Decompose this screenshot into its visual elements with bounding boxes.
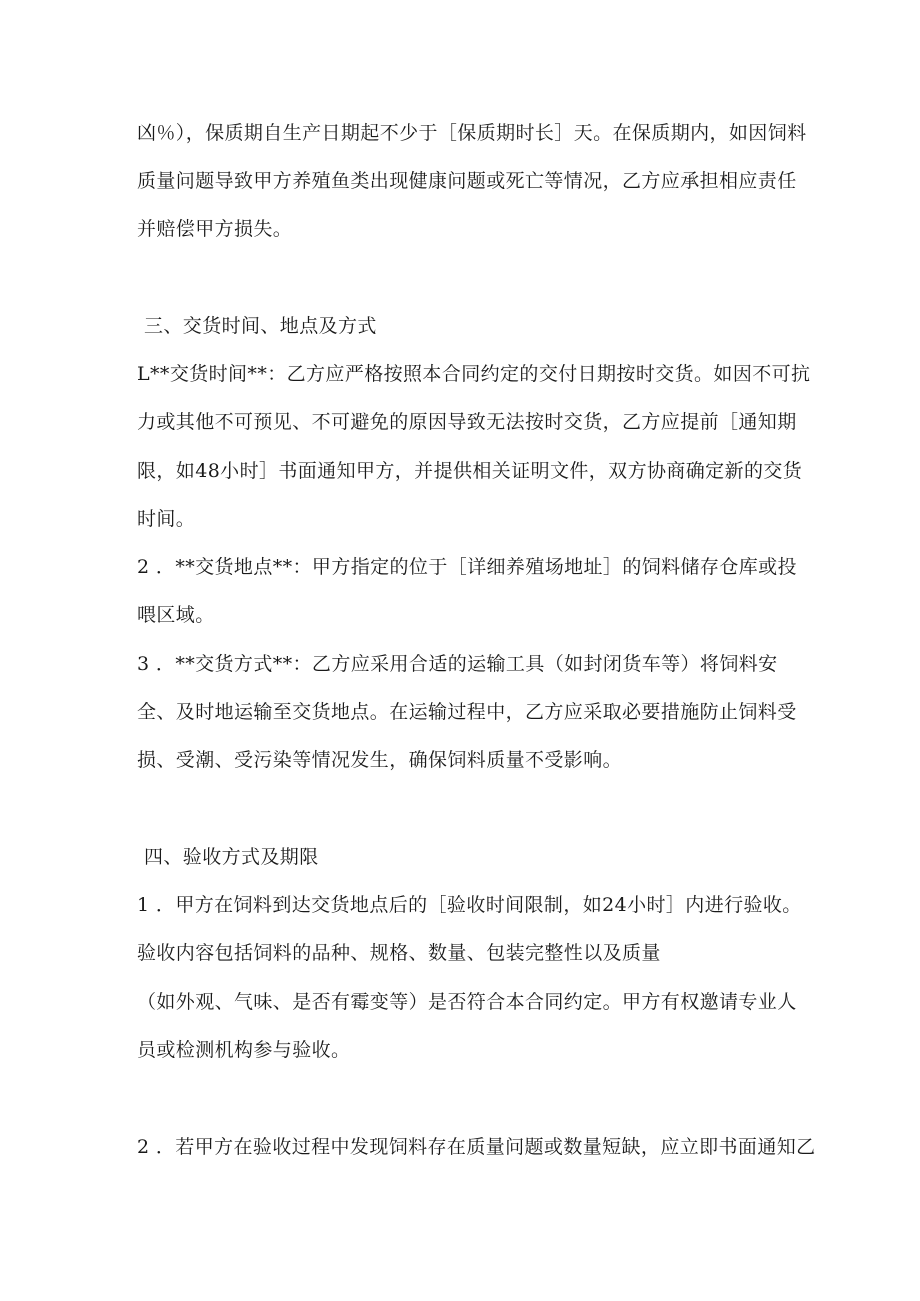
paragraph-line: L**交货时间**：乙方应严格按照本合同约定的交付日期按时交货。如因不可抗 <box>137 363 811 385</box>
paragraph-line: 全、及时地运输至交货地点。在运输过程中，乙方应采取必要措施防止饲料受 <box>137 701 797 723</box>
paragraph-line: 2 ．**交货地点**：甲方指定的位于［详细养殖场地址］的饲料储存仓库或投 <box>137 556 797 578</box>
paragraph-line: 限，如48小时］书面通知甲方，并提供相关证明文件，双方协商确定新的交货 <box>137 460 803 482</box>
paragraph-line: 力或其他不可预见、不可避免的原因导致无法按时交货，乙方应提前［通知期 <box>137 411 797 433</box>
paragraph-line: 并赔偿甲方损失。 <box>137 218 293 240</box>
paragraph-line: 损、受潮、受污染等情况发生，确保饲料质量不受影响。 <box>137 749 623 771</box>
paragraph-line: 时间。 <box>137 508 196 530</box>
paragraph-line: 2 ．若甲方在验收过程中发现饲料存在质量问题或数量短缺，应立即书面通知乙 <box>137 1136 816 1158</box>
paragraph-line: （如外观、气味、是否有霉变等）是否符合本合同约定。甲方有权邀请专业人 <box>137 991 797 1013</box>
section-heading: 三、交货时间、地点及方式 <box>144 315 377 337</box>
paragraph-line: 3 ．**交货方式**：乙方应采用合适的运输工具（如封闭货车等）将饲料安 <box>137 653 778 675</box>
paragraph-line: 质量问题导致甲方养殖鱼类出现健康问题或死亡等情况，乙方应承担相应责任 <box>137 170 797 192</box>
paragraph-line: 喂区域。 <box>137 604 215 626</box>
paragraph-line: 验收内容包括饲料的品种、规格、数量、包装完整性以及质量 <box>137 942 661 964</box>
section-heading: 四、验收方式及期限 <box>144 846 319 868</box>
paragraph-line: 1 ．甲方在饲料到达交货地点后的［验收时间限制，如24小时］内进行验收。 <box>137 894 802 916</box>
paragraph-line: 员或检测机构参与验收。 <box>137 1039 351 1061</box>
paragraph-line: 凶％），保质期自生产日期起不少于［保质期时长］天。在保质期内，如因饲料 <box>137 122 807 144</box>
